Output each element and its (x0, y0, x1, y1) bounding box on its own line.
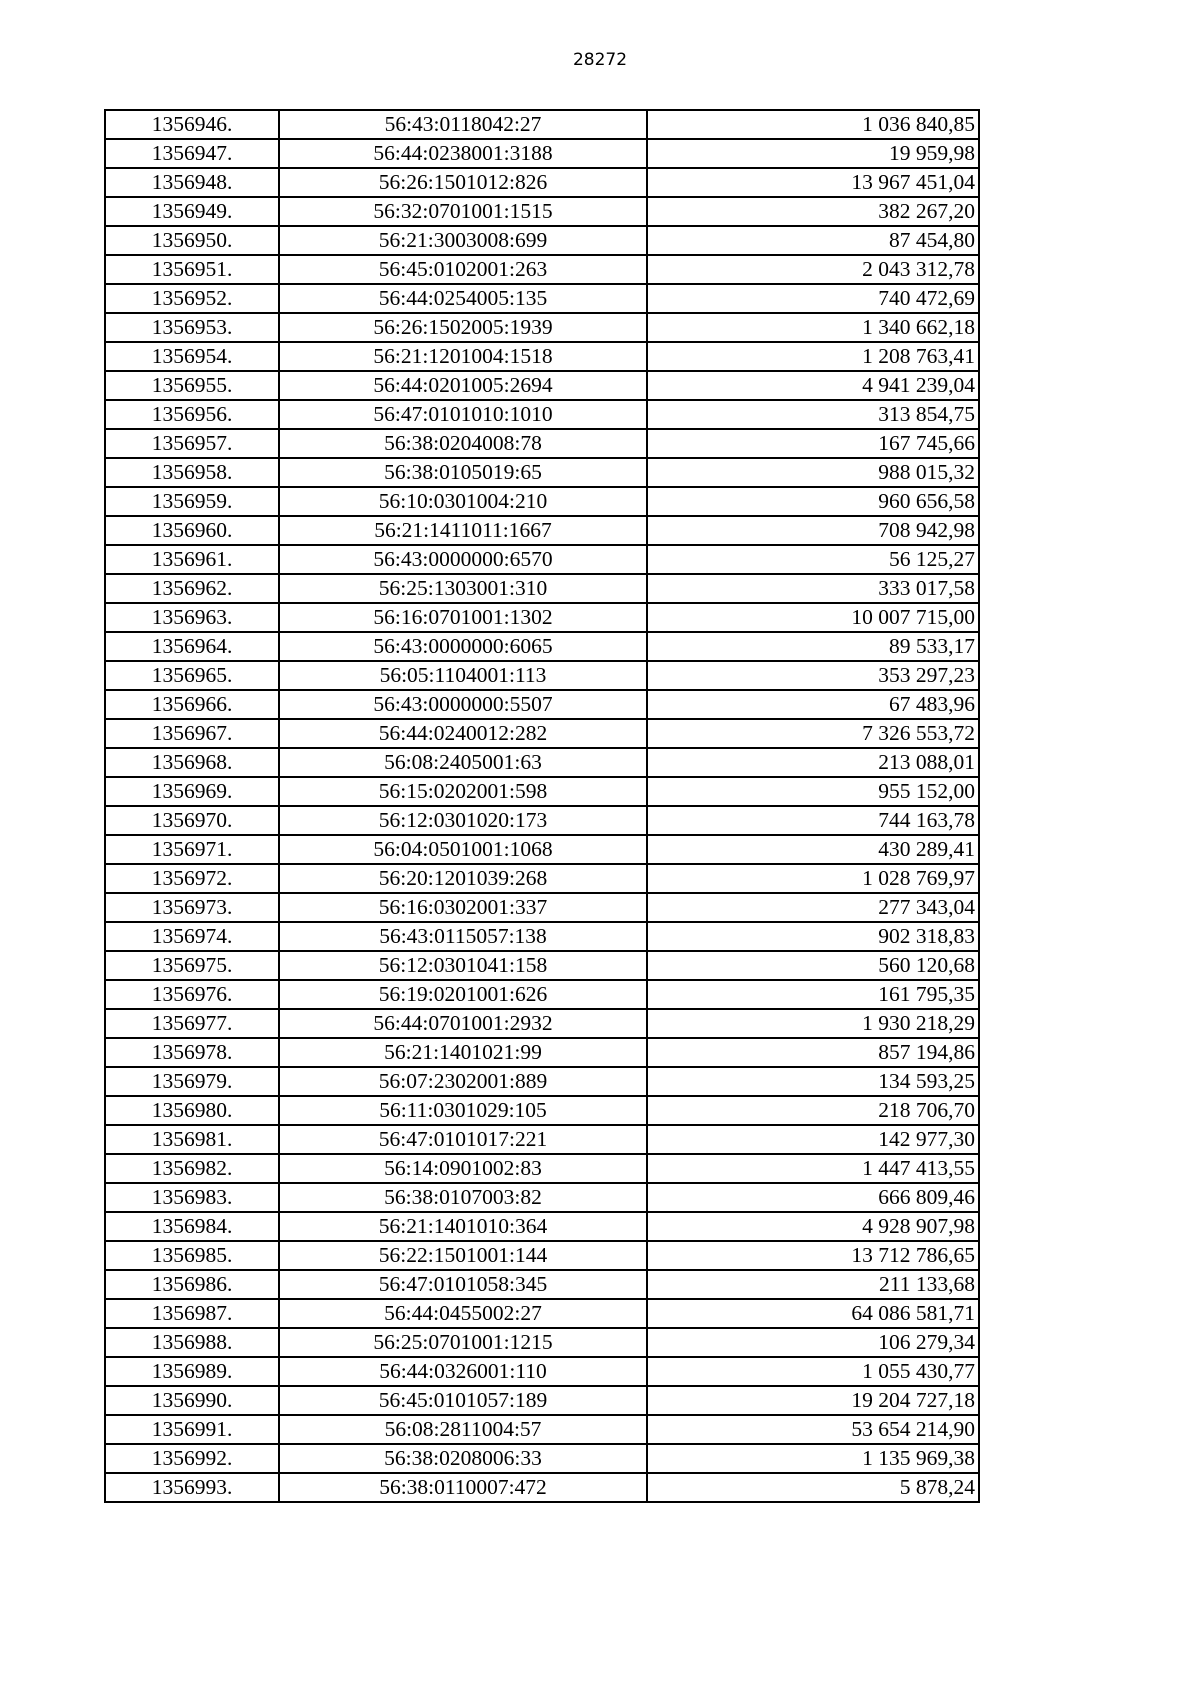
row-number-cell: 1356975. (105, 951, 279, 980)
row-number-cell: 1356954. (105, 342, 279, 371)
row-number-cell: 1356982. (105, 1154, 279, 1183)
value-cell: 218 706,70 (647, 1096, 979, 1125)
cadastral-number-cell: 56:11:0301029:105 (279, 1096, 647, 1125)
table-row (105, 1357, 979, 1386)
row-number-cell: 1356961. (105, 545, 279, 574)
cadastral-number-cell: 56:44:0240012:282 (279, 719, 647, 748)
table-row (105, 777, 979, 806)
cadastral-number-cell: 56:10:0301004:210 (279, 487, 647, 516)
cadastral-number-cell: 56:22:1501001:144 (279, 1241, 647, 1270)
row-number-cell: 1356979. (105, 1067, 279, 1096)
table-row (105, 1270, 979, 1299)
cadastral-number-cell: 56:43:0118042:27 (279, 110, 647, 139)
cadastral-number-cell: 56:45:0101057:189 (279, 1386, 647, 1415)
cadastral-number-cell: 56:38:0110007:472 (279, 1473, 647, 1502)
value-cell: 960 656,58 (647, 487, 979, 516)
table-row (105, 1473, 979, 1502)
row-number-cell: 1356948. (105, 168, 279, 197)
cadastral-number-cell: 56:44:0254005:135 (279, 284, 647, 313)
table-row (105, 226, 979, 255)
cadastral-number-cell: 56:26:1501012:826 (279, 168, 647, 197)
cadastral-number-cell: 56:38:0105019:65 (279, 458, 647, 487)
table-row (105, 574, 979, 603)
table-row (105, 690, 979, 719)
row-number-cell: 1356985. (105, 1241, 279, 1270)
row-number-cell: 1356963. (105, 603, 279, 632)
row-number-cell: 1356988. (105, 1328, 279, 1357)
row-number-cell: 1356981. (105, 1125, 279, 1154)
value-cell: 560 120,68 (647, 951, 979, 980)
value-cell: 955 152,00 (647, 777, 979, 806)
cadastral-number-cell: 56:15:0202001:598 (279, 777, 647, 806)
row-number-cell: 1356992. (105, 1444, 279, 1473)
row-number-cell: 1356984. (105, 1212, 279, 1241)
cadastral-number-cell: 56:21:1201004:1518 (279, 342, 647, 371)
row-number-cell: 1356950. (105, 226, 279, 255)
cadastral-number-cell: 56:45:0102001:263 (279, 255, 647, 284)
table-row (105, 284, 979, 313)
row-number-cell: 1356967. (105, 719, 279, 748)
row-number-cell: 1356974. (105, 922, 279, 951)
table-row (105, 139, 979, 168)
table-row (105, 603, 979, 632)
value-cell: 106 279,34 (647, 1328, 979, 1357)
row-number-cell: 1356976. (105, 980, 279, 1009)
value-cell: 1 135 969,38 (647, 1444, 979, 1473)
value-cell: 1 340 662,18 (647, 313, 979, 342)
table-row (105, 1415, 979, 1444)
table-row (105, 1386, 979, 1415)
cadastral-number-cell: 56:21:1401010:364 (279, 1212, 647, 1241)
table-row (105, 922, 979, 951)
value-cell: 1 930 218,29 (647, 1009, 979, 1038)
value-cell: 5 878,24 (647, 1473, 979, 1502)
row-number-cell: 1356949. (105, 197, 279, 226)
row-number-cell: 1356953. (105, 313, 279, 342)
table-row (105, 632, 979, 661)
row-number-cell: 1356977. (105, 1009, 279, 1038)
value-cell: 64 086 581,71 (647, 1299, 979, 1328)
table-row (105, 1444, 979, 1473)
cadastral-number-cell: 56:19:0201001:626 (279, 980, 647, 1009)
value-cell: 277 343,04 (647, 893, 979, 922)
value-cell: 313 854,75 (647, 400, 979, 429)
table-row (105, 255, 979, 284)
table-row (105, 516, 979, 545)
table-row (105, 1183, 979, 1212)
value-cell: 134 593,25 (647, 1067, 979, 1096)
cadastral-number-cell: 56:44:0238001:3188 (279, 139, 647, 168)
cadastral-number-cell: 56:04:0501001:1068 (279, 835, 647, 864)
cadastral-number-cell: 56:38:0107003:82 (279, 1183, 647, 1212)
cadastral-number-cell: 56:12:0301020:173 (279, 806, 647, 835)
cadastral-number-cell: 56:44:0455002:27 (279, 1299, 647, 1328)
row-number-cell: 1356959. (105, 487, 279, 516)
value-cell: 19 204 727,18 (647, 1386, 979, 1415)
value-cell: 740 472,69 (647, 284, 979, 313)
table-body (105, 110, 979, 1502)
cadastral-number-cell: 56:14:0901002:83 (279, 1154, 647, 1183)
value-cell: 161 795,35 (647, 980, 979, 1009)
table-row (105, 1009, 979, 1038)
row-number-cell: 1356958. (105, 458, 279, 487)
row-number-cell: 1356973. (105, 893, 279, 922)
value-cell: 430 289,41 (647, 835, 979, 864)
cadastral-number-cell: 56:44:0201005:2694 (279, 371, 647, 400)
row-number-cell: 1356946. (105, 110, 279, 139)
value-cell: 1 055 430,77 (647, 1357, 979, 1386)
row-number-cell: 1356978. (105, 1038, 279, 1067)
table-row (105, 1299, 979, 1328)
cadastral-number-cell: 56:44:0701001:2932 (279, 1009, 647, 1038)
table-row (105, 1067, 979, 1096)
cadastral-number-cell: 56:21:1401021:99 (279, 1038, 647, 1067)
row-number-cell: 1356987. (105, 1299, 279, 1328)
value-cell: 2 043 312,78 (647, 255, 979, 284)
cadastral-number-cell: 56:20:1201039:268 (279, 864, 647, 893)
table-row (105, 1328, 979, 1357)
row-number-cell: 1356993. (105, 1473, 279, 1502)
cadastral-number-cell: 56:25:1303001:310 (279, 574, 647, 603)
table-row (105, 1241, 979, 1270)
table-row (105, 835, 979, 864)
value-cell: 382 267,20 (647, 197, 979, 226)
table-row (105, 1096, 979, 1125)
value-cell: 4 941 239,04 (647, 371, 979, 400)
table-row (105, 487, 979, 516)
value-cell: 19 959,98 (647, 139, 979, 168)
value-cell: 13 712 786,65 (647, 1241, 979, 1270)
table-row (105, 1154, 979, 1183)
table-row (105, 168, 979, 197)
row-number-cell: 1356956. (105, 400, 279, 429)
value-cell: 67 483,96 (647, 690, 979, 719)
row-number-cell: 1356952. (105, 284, 279, 313)
table-row (105, 342, 979, 371)
table-row (105, 197, 979, 226)
table-row (105, 429, 979, 458)
table-row (105, 545, 979, 574)
value-cell: 988 015,32 (647, 458, 979, 487)
value-cell: 666 809,46 (647, 1183, 979, 1212)
row-number-cell: 1356960. (105, 516, 279, 545)
value-cell: 53 654 214,90 (647, 1415, 979, 1444)
value-cell: 10 007 715,00 (647, 603, 979, 632)
table-row (105, 806, 979, 835)
row-number-cell: 1356968. (105, 748, 279, 777)
value-cell: 142 977,30 (647, 1125, 979, 1154)
value-cell: 333 017,58 (647, 574, 979, 603)
row-number-cell: 1356991. (105, 1415, 279, 1444)
row-number-cell: 1356990. (105, 1386, 279, 1415)
cadastral-number-cell: 56:21:3003008:699 (279, 226, 647, 255)
cadastral-number-cell: 56:16:0701001:1302 (279, 603, 647, 632)
table-row (105, 1038, 979, 1067)
row-number-cell: 1356980. (105, 1096, 279, 1125)
page-number: 28272 (572, 50, 628, 70)
row-number-cell: 1356972. (105, 864, 279, 893)
row-number-cell: 1356966. (105, 690, 279, 719)
row-number-cell: 1356951. (105, 255, 279, 284)
cadastral-number-cell: 56:21:1411011:1667 (279, 516, 647, 545)
value-cell: 167 745,66 (647, 429, 979, 458)
table-row (105, 951, 979, 980)
cadastral-number-cell: 56:16:0302001:337 (279, 893, 647, 922)
cadastral-number-cell: 56:12:0301041:158 (279, 951, 647, 980)
value-cell: 13 967 451,04 (647, 168, 979, 197)
value-cell: 1 208 763,41 (647, 342, 979, 371)
cadastral-value-table (104, 109, 980, 1503)
table-row (105, 371, 979, 400)
cadastral-number-cell: 56:26:1502005:1939 (279, 313, 647, 342)
row-number-cell: 1356947. (105, 139, 279, 168)
value-cell: 213 088,01 (647, 748, 979, 777)
table-row (105, 110, 979, 139)
cadastral-number-cell: 56:05:1104001:113 (279, 661, 647, 690)
row-number-cell: 1356962. (105, 574, 279, 603)
table-row (105, 661, 979, 690)
table-row (105, 980, 979, 1009)
row-number-cell: 1356970. (105, 806, 279, 835)
cadastral-number-cell: 56:08:2405001:63 (279, 748, 647, 777)
row-number-cell: 1356964. (105, 632, 279, 661)
value-cell: 89 533,17 (647, 632, 979, 661)
cadastral-number-cell: 56:38:0208006:33 (279, 1444, 647, 1473)
cadastral-number-cell: 56:43:0000000:5507 (279, 690, 647, 719)
value-cell: 857 194,86 (647, 1038, 979, 1067)
value-cell: 744 163,78 (647, 806, 979, 835)
cadastral-number-cell: 56:43:0000000:6570 (279, 545, 647, 574)
row-number-cell: 1356983. (105, 1183, 279, 1212)
row-number-cell: 1356955. (105, 371, 279, 400)
row-number-cell: 1356969. (105, 777, 279, 806)
cadastral-number-cell: 56:47:0101010:1010 (279, 400, 647, 429)
cadastral-number-cell: 56:44:0326001:110 (279, 1357, 647, 1386)
cadastral-number-cell: 56:43:0000000:6065 (279, 632, 647, 661)
table-row (105, 748, 979, 777)
cadastral-number-cell: 56:47:0101017:221 (279, 1125, 647, 1154)
value-cell: 1 036 840,85 (647, 110, 979, 139)
table-row (105, 313, 979, 342)
row-number-cell: 1356986. (105, 1270, 279, 1299)
table-row (105, 400, 979, 429)
value-cell: 708 942,98 (647, 516, 979, 545)
value-cell: 56 125,27 (647, 545, 979, 574)
value-cell: 4 928 907,98 (647, 1212, 979, 1241)
value-cell: 902 318,83 (647, 922, 979, 951)
cadastral-number-cell: 56:25:0701001:1215 (279, 1328, 647, 1357)
value-cell: 353 297,23 (647, 661, 979, 690)
table-row (105, 893, 979, 922)
cadastral-number-cell: 56:38:0204008:78 (279, 429, 647, 458)
table-row (105, 864, 979, 893)
cadastral-number-cell: 56:08:2811004:57 (279, 1415, 647, 1444)
row-number-cell: 1356971. (105, 835, 279, 864)
value-cell: 211 133,68 (647, 1270, 979, 1299)
row-number-cell: 1356957. (105, 429, 279, 458)
row-number-cell: 1356989. (105, 1357, 279, 1386)
table-row (105, 719, 979, 748)
cadastral-number-cell: 56:32:0701001:1515 (279, 197, 647, 226)
cadastral-number-cell: 56:07:2302001:889 (279, 1067, 647, 1096)
value-cell: 7 326 553,72 (647, 719, 979, 748)
value-cell: 87 454,80 (647, 226, 979, 255)
value-cell: 1 447 413,55 (647, 1154, 979, 1183)
cadastral-number-cell: 56:47:0101058:345 (279, 1270, 647, 1299)
row-number-cell: 1356965. (105, 661, 279, 690)
cadastral-number-cell: 56:43:0115057:138 (279, 922, 647, 951)
value-cell: 1 028 769,97 (647, 864, 979, 893)
table-row (105, 458, 979, 487)
table-row (105, 1212, 979, 1241)
table-row (105, 1125, 979, 1154)
